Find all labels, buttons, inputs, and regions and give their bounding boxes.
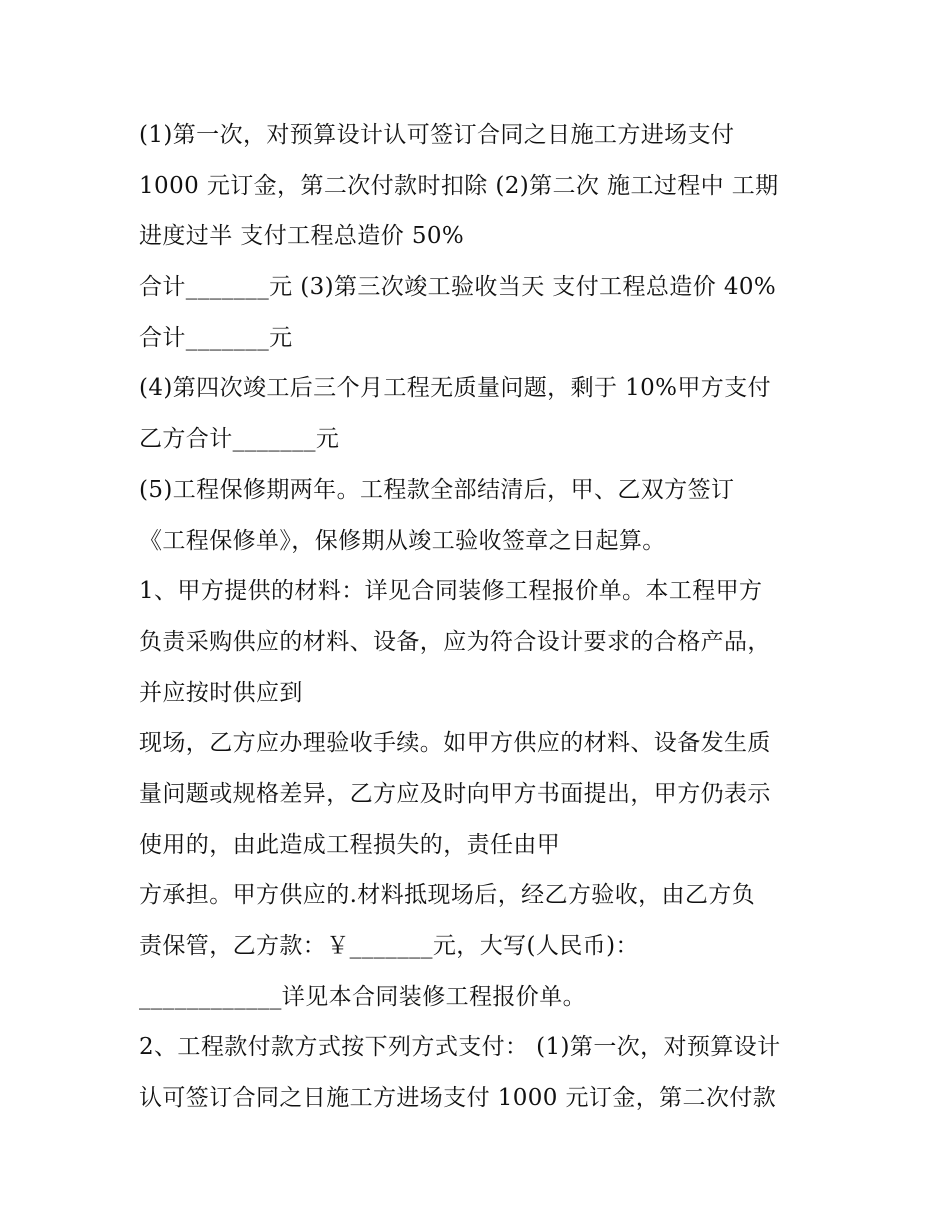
document-body [139, 110, 819, 1124]
text-line: (1)第一次，对预算设计认可签订合同之日施工方进场支付 [139, 122, 735, 148]
text-line: 现场，乙方应办理验收手续。如甲方供应的材料、设备发生质 [139, 730, 771, 757]
text-line: 1、甲方提供的材料：详见合同装修工程报价单。本工程甲方 [139, 578, 763, 605]
text-line: 认可签订合同之日施工方进场支付 1000 元订金，第二次付款 [139, 1085, 777, 1112]
text-line: 方承担。甲方供应的.材料抵现场后，经乙方验收，由乙方负 [139, 882, 756, 909]
text-line: 1000 元订金，第二次付款时扣除 (2)第二次 施工过程中 工期 [139, 172, 779, 199]
text-line: 乙方合计_______元 [139, 426, 340, 453]
text-line: 责保管，乙方款：￥_______元，大写(人民币)： [139, 933, 639, 959]
text-line: 《工程保修单》，保修期从竣工验收签章之日起算。 [139, 527, 666, 554]
text-line: ____________详见本合同装修工程报价单。 [139, 983, 586, 1010]
text-line: 合计_______元 [139, 324, 293, 351]
text-line: 负责采购供应的材料、设备，应为符合设计要求的合格产品， [139, 628, 771, 655]
text-line: 量问题或规格差异，乙方应及时向甲方书面提出，甲方仍表示 [139, 780, 771, 807]
text-line: 合计_______元 (3)第三次竣工验收当天 支付工程总造价 40% [139, 274, 777, 301]
text-line: 2、工程款付款方式按下列方式支付： (1)第一次，对预算设计 [139, 1034, 781, 1061]
text-line: (5)工程保修期两年。工程款全部结清后，甲、乙双方签订 [139, 476, 735, 503]
text-line: 进度过半 支付工程总造价 50% [139, 223, 465, 250]
text-line: (4)第四次竣工后三个月工程无质量问题，剩于 10%甲方支付 [139, 375, 772, 402]
text-line: 并应按时供应到 [139, 679, 303, 706]
text-line: 使用的，由此造成工程损失的，责任由甲 [139, 831, 561, 858]
